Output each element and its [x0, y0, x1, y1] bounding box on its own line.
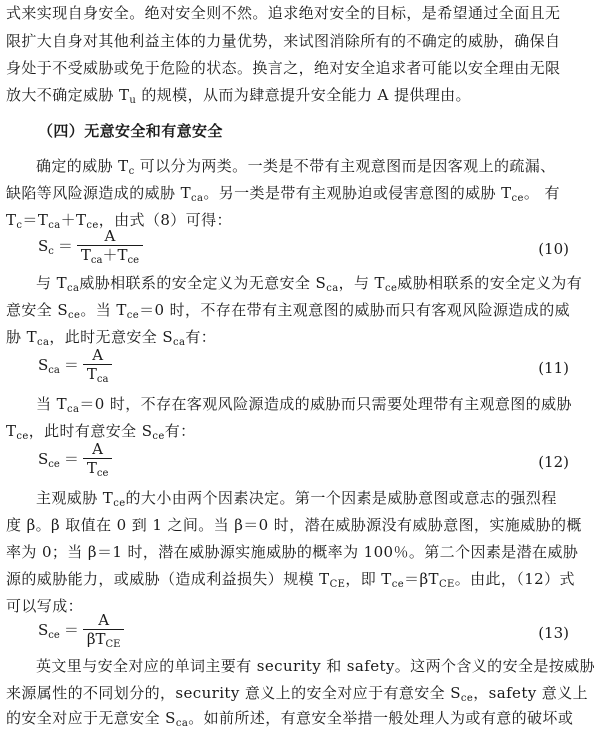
text-line: 当 $T_{ca}=0$ 时，不存在客观风险源造成的威胁而只需要处理带有主观意图的威胁 — [36, 395, 572, 415]
equation-number: (13) — [538, 624, 569, 642]
text-line: 胁 $T_{ca}$，此时无意安全 $S_{ca}$有： — [6, 328, 217, 348]
equation-12: $S_{ce}$ ＝ $\frac{A}{T_{ce}}$ — [38, 441, 112, 476]
equation-number: (12) — [538, 453, 569, 471]
equation-number: (11) — [538, 359, 569, 377]
equation-11: $S_{ca}$ ＝ $\frac{A}{T_{ca}}$ — [38, 347, 112, 382]
text-line: $T_{ce}$，此时有意安全 $S_{ce}$有： — [6, 422, 196, 442]
text-line: 主观威胁 $T_{ce}$的大小由两个因素决定。第一个因素是威胁意图或意志的强烈程 — [36, 489, 557, 509]
text-line: 确定的威胁 $T_c$ 可以分为两类。一类是不带有主观意图而是因客观上的疏漏、 — [36, 157, 556, 177]
text-line: 英文里与安全对应的单词主要有 security 和 safety。这两个含义的安全是按威胁 — [36, 657, 595, 675]
text-line: 缺陷等风险源造成的威胁 $T_{ca}$。另一类是带有主观胁迫或侵害意图的威胁 $T_{ce}$。 有 — [6, 184, 560, 204]
section-heading: （四）无意安全和有意安全 — [38, 122, 223, 140]
equation-number: (10) — [538, 240, 569, 258]
text-line: 源的威胁能力，或威胁（造成利益损失）规模 $T_{CE}$，即 $T_{ce}=\beta T_{CE}$。由此，（12）式 — [6, 570, 575, 590]
equation-13: $S_{ce}$ ＝ $\frac{A}{\beta T_{CE}}$ — [38, 612, 124, 647]
text-line: 与 $T_{ca}$威胁相联系的安全定义为无意安全 $S_{ca}$，与 $T_{ce}$威胁相联系的安全定义为有 — [36, 274, 583, 294]
text-line: 放大不确定威胁 $T_u$ 的规模，从而为肆意提升安全能力 A 提供理由。 — [6, 86, 471, 106]
text-line: 来源属性的不同划分的，security 意义上的安全对应于有意安全 $S_{ce}$，safety 意义上 — [6, 684, 588, 704]
text-line: 率为 0；当 β＝1 时，潜在威胁源实施威胁的概率为 100％。第二个因素是潜在威胁 — [6, 543, 579, 561]
text-line: 可以写成： — [6, 597, 84, 615]
text-line: 身处于不受威胁或免于危险的状态。换言之，绝对安全追求者可能以安全理由无限 — [6, 59, 561, 77]
text-line: 的安全对应于无意安全 $S_{ca}$。如前所述，有意安全举措一般处理人为或有意的破坏或 — [6, 709, 574, 729]
equation-10: $S_c$ ＝ $\frac{A}{T_{ca}+T_{ce}}$ — [38, 228, 143, 263]
text-line: 式来实现自身安全。绝对安全则不然。追求绝对安全的目标，是希望通过全面且无 — [6, 4, 561, 22]
text-line: 度 β。β 取值在 0 到 1 之间。当 β＝0 时，潜在威胁源没有威胁意图，实施威胁的概 — [6, 516, 582, 534]
text-line: 限扩大自身对其他利益主体的力量优势，来试图消除所有的不确定的威胁，确保自 — [6, 32, 561, 50]
text-line: 意安全 $S_{ce}$。当 $T_{ce}=0$ 时，不存在带有主观意图的威胁而只有客观风险源造成的威 — [6, 301, 570, 321]
text-line: $T_c=T_{ca}+T_{ce}$，由式（8）可得： — [6, 211, 232, 231]
